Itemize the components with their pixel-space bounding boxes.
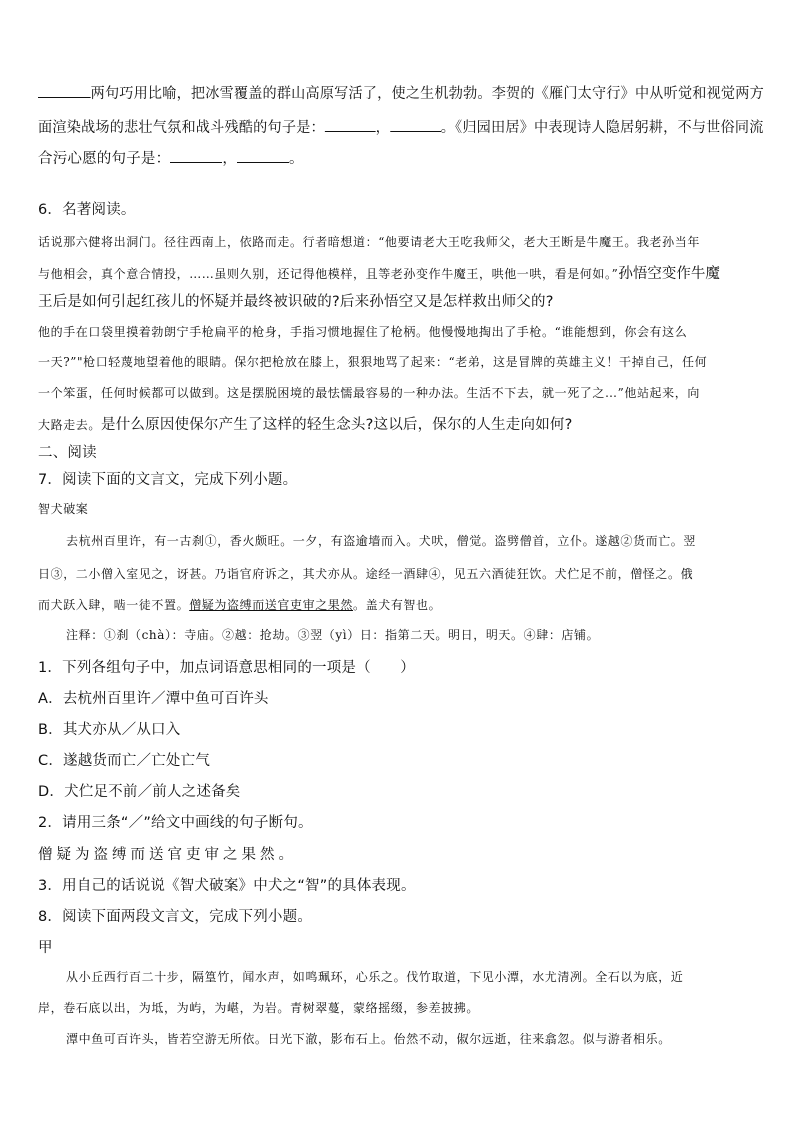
q7-sub2: 2．请用三条“／”给文中画线的句子断句。	[38, 815, 313, 831]
q8-part-label: 甲	[38, 940, 53, 956]
q7-passage-line1: 去杭州百里许，有一古刹①，香火颇旺。一夕，有盗逾墙而入。犬吠，僧觉。盗劈僧首，立仆。遂越②货而亡。翌	[66, 534, 697, 548]
answer-blank	[170, 150, 222, 163]
q7-option-d: D．犬伫足不前／前人之述备矣	[38, 784, 241, 800]
end-mark: 。	[289, 151, 304, 167]
q7-passage-line3	[38, 596, 441, 613]
q6-question1-start: 孙悟空变作牛魔	[618, 266, 720, 282]
q5-line-2	[38, 116, 764, 137]
q6-passage1-line2	[38, 262, 720, 283]
q7-notes: 注释：①刹（chà）：寺庙。②越：抢劫。③翌（yì）日：指第二天。明日，明天。④肆：店铺。	[66, 628, 600, 642]
answer-blank	[38, 85, 91, 98]
q8-heading: 8．阅读下面两段文言文，完成下列小题。	[38, 909, 313, 925]
q7-option-a: A．去杭州百里许／潭中鱼可百许头	[38, 691, 269, 707]
section-2-heading: 二、阅读	[38, 445, 97, 461]
q8-passage-line1: 从小丘西行百二十步，隔篁竹，闻水声，如鸣珮环，心乐之。伐竹取道，下见小潭，水尤清冽。全石以为底，近	[66, 970, 684, 984]
q5-line-2-text: 面渲染战场的悲壮气氛和战斗残酷的句子是：	[38, 120, 325, 136]
q7-passage-line2: 日③，二小僧入室见之，讶甚。乃诣官府诉之，其犬亦从。途经一酒肆④，见五六酒徒狂饮。犬伫足不前，僧怪之。俄	[38, 567, 694, 581]
q7-underlined-sentence: 僧疑为盗缚而送官吏审之果然	[189, 598, 354, 612]
q6-passage1-line2-text: 与他相会，真个意合情投，……虽则久别，还记得他模样，且等老孙变作牛魔王，哄他一哄，看是何如。”	[38, 267, 619, 281]
q6-passage1-line1: 话说那六健将出洞门。径往西南上，依路而走。行者暗想道：“他要请老大王吃我师父，老大王断是牛魔王。我老孙当年	[38, 235, 700, 249]
q6-question2: 是什么原因使保尔产生了这样的轻生念头?这以后，保尔的人生走向如何?	[101, 417, 573, 433]
q8-passage-line3: 潭中鱼可百许头，皆若空游无所依。日光下澈，影布石上。佁然不动，俶尔远逝，往来翕忽。似与游者相乐。	[66, 1032, 671, 1046]
q6-passage2-line4-text: 大路走去。	[38, 418, 102, 432]
q6-passage2-line2: 一天?”"枪口轻蔑地望着他的眼睛。保尔把枪放在膝上，狠狠地骂了起来：“老弟，这是冒牌的英雄主义！干掉自己，任何	[38, 355, 708, 369]
q6-heading: 6．名著阅读。	[38, 202, 136, 218]
q5-line-2-after: 。《归园田居》中表现诗人隐居躬耕，不与世俗同流	[440, 120, 764, 136]
separator: ，	[375, 120, 390, 136]
q5-line-3	[38, 147, 304, 168]
q8-passage-line2: 岸，卷石底以出，为坻，为屿，为嵁，为岩。青树翠蔓，蒙络摇缀，参差披拂。	[38, 1001, 480, 1015]
q7-sub1: 1．下列各组句子中，加点词语意思相同的一项是（ ）	[38, 660, 415, 676]
q7-sub3: 3．用自己的话说说《智犬破案》中犬之“智”的具体表现。	[38, 878, 416, 894]
q7-passage-line3-end: 。盖犬有智也。	[353, 598, 442, 612]
q6-question1-line: 王后是如何引起红孩儿的怀疑并最终被识破的?后来孙悟空又是怎样救出师父的?	[38, 294, 554, 310]
separator: ，	[222, 151, 238, 167]
answer-blank	[325, 119, 376, 132]
q7-passage-title: 智犬破案	[38, 502, 89, 516]
q5-line-1-text: 两句巧用比喻，把冰雪覆盖的群山高原写活了，使之生机勃勃。李贺的《雁门太守行》中从听觉和视觉两方	[90, 86, 764, 102]
q5-line-3-text: 合污心愿的句子是：	[38, 151, 171, 167]
q7-option-c: C．遂越货而亡／亡处亡气	[38, 753, 211, 769]
q6-passage2-line1: 他的手在口袋里摸着勃朗宁手枪扁平的枪身，手指习惯地握住了枪柄。他慢慢地掏出了手枪。“谁能想到，你会有这么	[38, 325, 688, 339]
answer-blank	[390, 119, 441, 132]
q7-passage-line3-text: 而犬跃入肆，啮一徒不置。	[38, 598, 190, 612]
q6-passage2-line4	[38, 413, 573, 434]
answer-blank	[237, 150, 289, 163]
q5-line-1	[38, 82, 764, 103]
q7-option-b: B．其犬亦从／从口入	[38, 722, 181, 738]
q6-passage2-line3: 一个笨蛋，任何时候都可以做到。这是摆脱困境的最怯懦最容易的一种办法。生活不下去，就一死了之…”他站起来，向	[38, 386, 700, 400]
q7-sub2-sentence: 僧疑为盗缚而送官吏审之果然。	[38, 847, 297, 863]
q7-heading: 7．阅读下面的文言文，完成下列小题。	[38, 472, 298, 488]
